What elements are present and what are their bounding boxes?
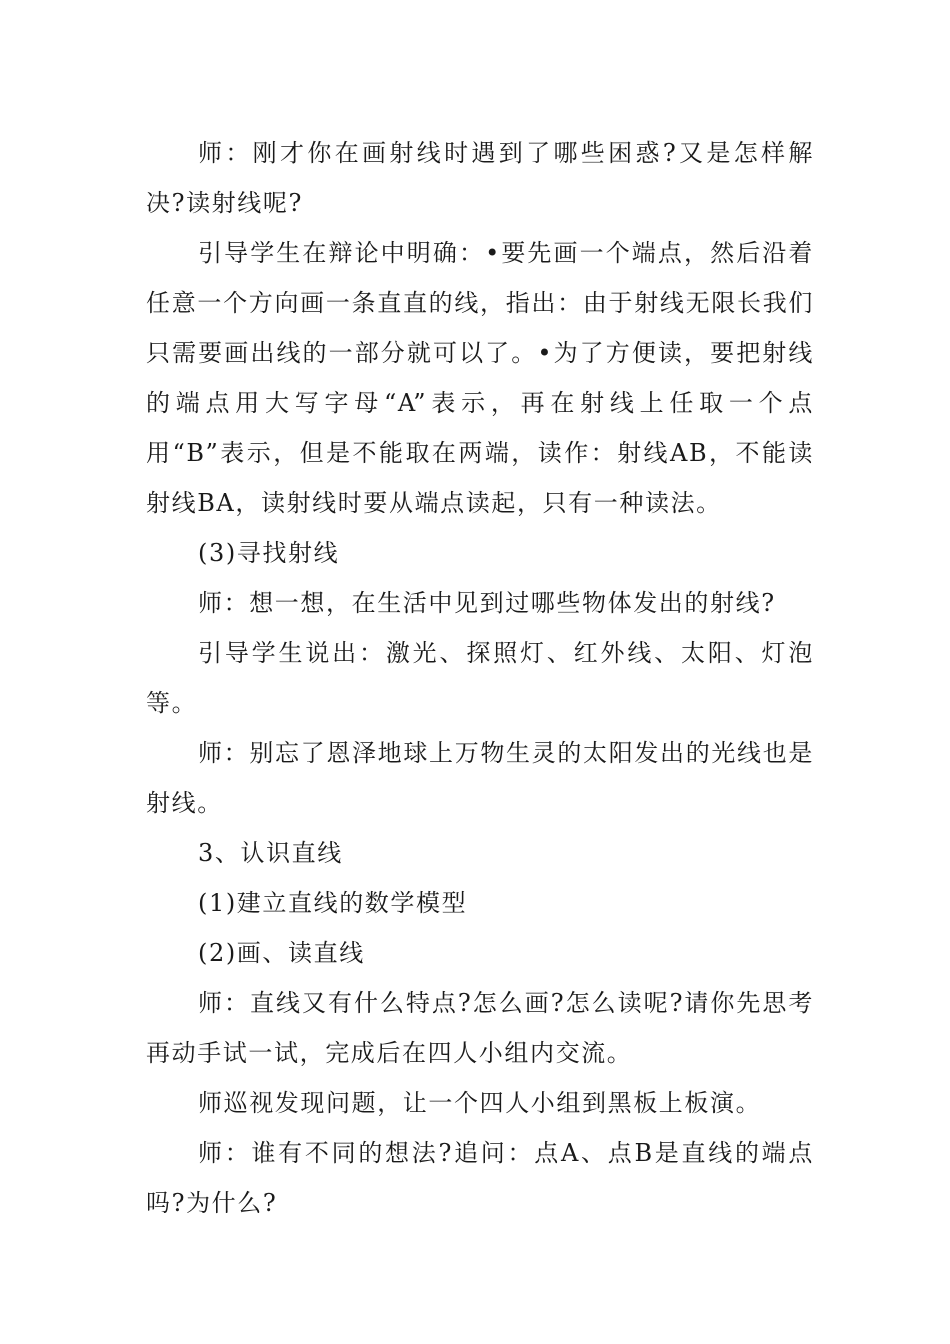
paragraph-teacher-think: 师：想一想，在生活中见到过哪些物体发出的射线? — [198, 589, 776, 617]
paragraph-section-straight-line: 3、认识直线 — [198, 839, 343, 867]
paragraph-teacher-followup: 师：谁有不同的想法?追问：点A、点B是直线的端点吗?为什么? — [146, 1139, 814, 1217]
paragraph-draw-read-line: (2)画、读直线 — [198, 939, 365, 967]
paragraph-teacher-line-features: 师：直线又有什么特点?怎么画?怎么读呢?请你先思考再动手试一试，完成后在四人小组内交流。 — [146, 989, 814, 1067]
paragraph-teacher-sun-rays: 师：别忘了恩泽地球上万物生灵的太阳发出的光线也是射线。 — [146, 739, 814, 817]
paragraph-find-rays-heading: (3)寻找射线 — [198, 539, 340, 567]
paragraph-teacher-patrol: 师巡视发现问题，让一个四人小组到黑板上板演。 — [198, 1089, 762, 1117]
paragraph-student-examples: 引导学生说出：激光、探照灯、红外线、太阳、灯泡等。 — [146, 639, 814, 717]
paragraph-line-model: (1)建立直线的数学模型 — [198, 889, 468, 917]
paragraph-ray-drawing-guidance: 引导学生在辩论中明确：•要先画一个端点，然后沿着任意一个方向画一条直直的线，指出：由于射线无限长我们只需要画出线的一部分就可以了。•为了方便读，要把射线的端点用大写字母“A”表示，再在射线上任取一个点用“B”表示，但是不能取在两端，读作：射线AB，不能读射线BA，读射线时要从端点读起，只有一种读法。 — [146, 239, 814, 517]
paragraph-teacher-ray-question: 师：刚才你在画射线时遇到了哪些困惑?又是怎样解决?读射线呢? — [146, 139, 814, 217]
